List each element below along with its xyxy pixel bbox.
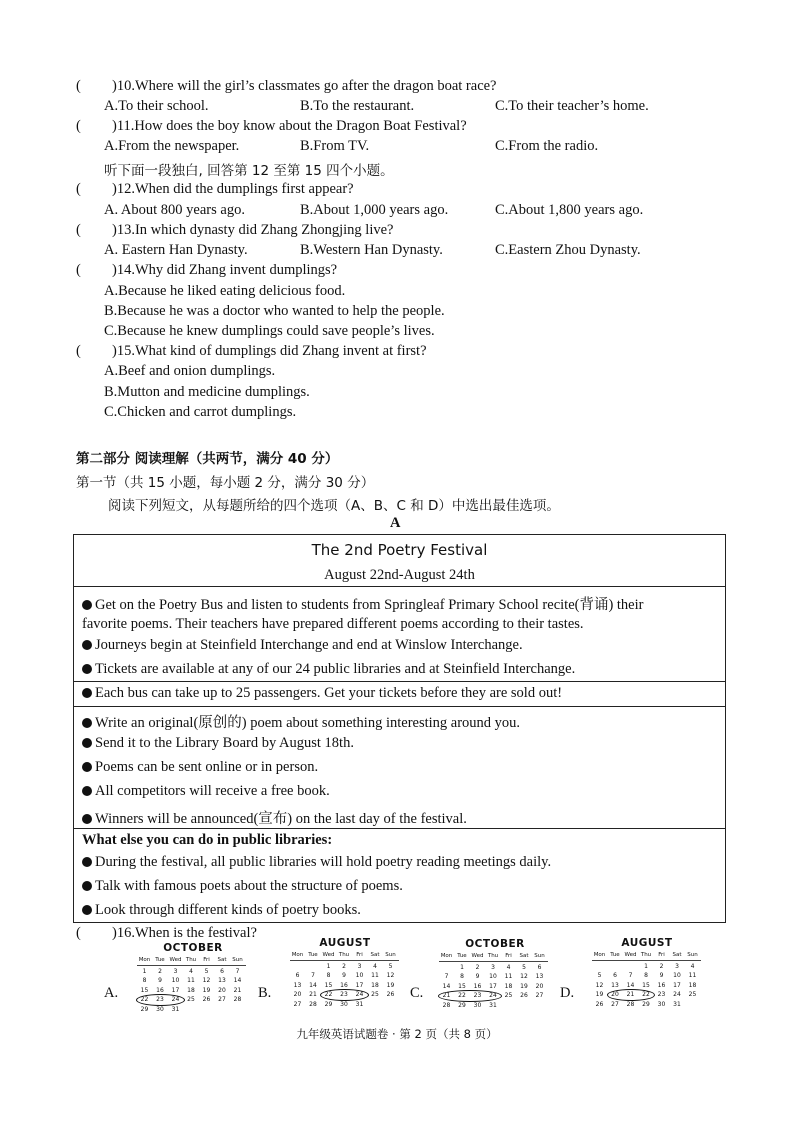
calendar-day: 6 xyxy=(220,968,224,975)
monologue-instruction: 听下面一段独白, 回答第 12 至第 15 四个小题。 xyxy=(104,163,394,179)
calendar-day: 21 xyxy=(442,992,451,1000)
calendar-day: 25 xyxy=(187,996,195,1004)
calendar-day: 22 xyxy=(324,991,333,999)
calendar-day: 20 xyxy=(218,986,226,994)
option-a: A.From the newspaper. xyxy=(104,138,240,154)
weekday-label: Sun xyxy=(232,957,243,963)
calendar-day: 4 xyxy=(373,963,377,970)
page-footer: 九年级英语试题卷 · 第 2 页（共 8 页） xyxy=(296,1027,498,1041)
calendar-day: 24 xyxy=(171,996,180,1004)
calendar-day: 15 xyxy=(140,986,149,994)
calendar-day: 11 xyxy=(371,972,379,980)
calendar-day: 5 xyxy=(522,964,526,971)
festival-title: The 2nd Poetry Festival xyxy=(311,541,488,559)
calendar-day: 19 xyxy=(520,982,528,990)
festival-notice xyxy=(73,534,726,923)
calendar-day: 16 xyxy=(657,981,666,989)
calendar-day: 1 xyxy=(460,964,464,971)
highlight-ring xyxy=(438,990,502,1002)
option-b: B.About 1,000 years ago. xyxy=(300,202,449,218)
calendar-day: 20 xyxy=(611,991,619,999)
calendar-day: 27 xyxy=(535,992,544,1000)
calendar-day: 27 xyxy=(293,1000,302,1008)
calendar-day: 22 xyxy=(140,996,149,1004)
contest-item-5: Winners will be announced(宣布) on the last day of the festival. xyxy=(82,807,467,828)
calendar-day: 19 xyxy=(202,986,211,994)
weekday-label: Mon xyxy=(593,952,606,958)
calendar-day: 17 xyxy=(489,982,497,990)
calendar-a[interactable] xyxy=(137,942,249,1022)
weekday-label: Wed xyxy=(471,953,484,959)
library-item-2: Talk with famous poets about the structure of poems. xyxy=(82,878,403,895)
festival-dates: August 22nd-August 24th xyxy=(324,567,475,583)
calendar-divider xyxy=(137,965,246,966)
calendar-day: 24 xyxy=(489,992,497,1000)
weekday-label: Mon xyxy=(138,957,151,963)
weekday-label: Mon xyxy=(440,953,453,959)
calendar-day: 11 xyxy=(504,973,513,981)
weekday-label: Fri xyxy=(356,952,363,958)
calendar-day: 11 xyxy=(187,977,195,985)
bullet-icon xyxy=(82,786,92,796)
calendar-divider xyxy=(439,961,548,962)
calendar-day: 29 xyxy=(458,1001,466,1009)
option-c: C.Chicken and carrot dumplings. xyxy=(104,404,297,420)
calendar-day: 17 xyxy=(673,981,681,989)
bus-item-1: Get on the Poetry Bus and listen to students from Springleaf Primary School recite(背诵) their xyxy=(82,593,643,614)
calendar-day: 21 xyxy=(626,991,635,999)
calendar-day: 8 xyxy=(460,973,464,981)
bullet-icon xyxy=(82,640,92,650)
question-10: ( )10.Where will the girl’s classmates go after the dragon boat race? xyxy=(76,78,497,94)
calendar-day: 2 xyxy=(475,964,480,971)
calendar-day: 23 xyxy=(657,991,666,999)
question-11: ( )11.How does the boy know about the Dragon Boat Festival? xyxy=(76,118,467,134)
calendar-day: 10 xyxy=(355,972,364,980)
choice-b-letter: B. xyxy=(258,985,272,1001)
question-13: ( )13.In which dynasty did Zhang Zhongjing live? xyxy=(76,222,394,238)
option-a: A. Eastern Han Dynasty. xyxy=(104,242,248,258)
calendar-day: 7 xyxy=(628,972,633,980)
calendar-day: 4 xyxy=(690,963,695,970)
calendar-day: 23 xyxy=(156,996,164,1004)
calendar-day: 21 xyxy=(233,986,242,994)
bullet-icon xyxy=(82,881,92,891)
weekday-label: Thu xyxy=(185,957,197,963)
calendar-day: 24 xyxy=(673,991,681,999)
calendar-day: 15 xyxy=(324,981,333,989)
contest-item-2: Send it to the Library Board by August 18th. xyxy=(82,735,354,752)
calendar-day: 16 xyxy=(340,981,348,989)
option-c: C.To their teacher’s home. xyxy=(495,98,649,114)
calendar-day: 9 xyxy=(158,977,162,985)
calendar-day: 8 xyxy=(644,972,648,980)
calendar-day: 23 xyxy=(340,991,348,999)
calendar-day: 31 xyxy=(171,1005,180,1013)
calendar-c[interactable] xyxy=(439,938,551,1018)
calendar-day: 23 xyxy=(473,992,482,1000)
calendar-day: 6 xyxy=(613,972,617,980)
question-12: ( )12.When did the dumplings first appear? xyxy=(76,181,354,197)
calendar-day: 18 xyxy=(187,986,195,994)
calendar-day: 22 xyxy=(458,992,466,1000)
calendar-month: OCTOBER xyxy=(163,942,223,954)
calendar-day: 17 xyxy=(355,981,364,989)
weekday-label: Thu xyxy=(487,953,499,959)
bullet-icon xyxy=(82,718,92,728)
highlight-ring xyxy=(136,994,185,1006)
calendar-day: 30 xyxy=(340,1000,348,1008)
weekday-label: Tue xyxy=(457,953,467,959)
weekday-label: Thu xyxy=(338,952,350,958)
choice-a-letter: A. xyxy=(104,985,119,1001)
weekday-label: Sat xyxy=(519,953,529,959)
contest-item-1: Write an original(原创的) poem about something interesting around you. xyxy=(82,711,520,732)
option-b: B.Western Han Dynasty. xyxy=(300,242,443,258)
calendar-day: 18 xyxy=(504,982,513,990)
calendar-day: 16 xyxy=(473,982,482,990)
bus-item-3: Tickets are available at any of our 24 public libraries and at Steinfield Interchange. xyxy=(82,661,575,678)
calendar-day: 22 xyxy=(642,991,650,999)
festival-header xyxy=(74,535,725,586)
weekday-label: Sun xyxy=(534,953,545,959)
calendar-day: 29 xyxy=(324,1000,333,1008)
calendar-day: 1 xyxy=(142,968,147,975)
calendar-day: 28 xyxy=(233,996,242,1004)
calendar-day: 7 xyxy=(444,973,449,981)
calendar-day: 3 xyxy=(357,963,362,970)
calendar-day: 30 xyxy=(473,1001,482,1009)
option-c: C.Because he knew dumplings could save people’s lives. xyxy=(104,323,435,339)
calendar-day: 28 xyxy=(442,1001,451,1009)
calendar-day: 7 xyxy=(235,968,240,975)
calendar-day: 12 xyxy=(386,972,395,980)
calendar-day: 19 xyxy=(386,981,395,989)
calendar-divider xyxy=(290,960,399,961)
question-15: ( )15.What kind of dumplings did Zhang invent at first? xyxy=(76,343,427,359)
calendar-day: 27 xyxy=(611,1000,619,1008)
weekday-label: Fri xyxy=(658,952,665,958)
calendar-day: 5 xyxy=(597,972,602,980)
section-1-title: 第一节（共 15 小题，每小题 2 分，满分 30 分） xyxy=(76,475,375,491)
calendar-day: 12 xyxy=(595,981,604,989)
calendar-day: 1 xyxy=(326,963,331,970)
library-item-1: During the festival, all public libraries will hold poetry reading meetings daily. xyxy=(82,854,551,871)
calendar-day: 8 xyxy=(142,977,147,985)
highlight-ring xyxy=(607,989,656,1001)
calendar-day: 13 xyxy=(535,973,544,981)
weekday-label: Wed xyxy=(169,957,182,963)
library-heading: What else you can do in public libraries: xyxy=(82,832,333,848)
weekday-label: Tue xyxy=(155,957,165,963)
part-2-title: 第二部分 阅读理解（共两节，满分 40 分） xyxy=(76,451,339,467)
option-b: B.From TV. xyxy=(300,138,370,154)
option-b: B.Because he was a doctor who wanted to help the people. xyxy=(104,303,445,319)
calendar-day: 20 xyxy=(535,982,544,990)
weekday-label: Sat xyxy=(370,952,380,958)
calendar-day: 26 xyxy=(386,991,395,999)
weekday-label: Fri xyxy=(203,957,210,963)
calendar-day: 17 xyxy=(171,986,180,994)
calendar-day: 29 xyxy=(642,1000,650,1008)
contest-item-4: All competitors will receive a free book. xyxy=(82,783,330,800)
calendar-day: 6 xyxy=(537,964,542,971)
calendar-day: 27 xyxy=(218,996,226,1004)
highlight-ring xyxy=(320,989,369,1001)
calendar-day: 26 xyxy=(520,992,528,1000)
calendar-day: 3 xyxy=(491,964,495,971)
calendar-day: 14 xyxy=(626,981,635,989)
calendar-day: 10 xyxy=(673,972,681,980)
question-stem: )15.What kind of dumplings did Zhang invent at first? xyxy=(112,343,427,359)
calendar-day: 31 xyxy=(355,1000,364,1008)
calendar-b[interactable] xyxy=(290,937,400,1017)
contest-section xyxy=(74,706,725,829)
weekday-label: Sun xyxy=(687,952,698,958)
calendar-day: 30 xyxy=(657,1000,666,1008)
calendar-day: 14 xyxy=(233,977,242,985)
calendar-day: 31 xyxy=(489,1001,497,1009)
calendar-day: 15 xyxy=(642,981,650,989)
poetry-bus-section xyxy=(74,586,725,682)
bullet-icon xyxy=(82,762,92,772)
calendar-month: AUGUST xyxy=(319,937,371,949)
calendar-day: 8 xyxy=(326,972,331,980)
bullet-icon xyxy=(82,857,92,867)
calendar-day: 25 xyxy=(688,991,697,999)
calendar-day: 4 xyxy=(506,964,511,971)
calendar-day: 16 xyxy=(156,986,164,994)
choice-c-letter: C. xyxy=(410,985,424,1001)
calendar-month: AUGUST xyxy=(621,937,673,949)
question-stem: )12.When did the dumplings first appear? xyxy=(112,181,354,197)
calendar-day: 14 xyxy=(442,982,451,990)
weekday-label: Thu xyxy=(640,952,652,958)
choice-d-letter: D. xyxy=(560,985,575,1001)
bullet-icon xyxy=(82,738,92,748)
calendar-day: 2 xyxy=(342,963,346,970)
bullet-icon xyxy=(82,905,92,915)
calendar-day: 3 xyxy=(675,963,679,970)
calendar-day: 9 xyxy=(659,972,664,980)
bullet-icon xyxy=(82,688,92,698)
calendar-day: 11 xyxy=(688,972,697,980)
option-a: A.Because he liked eating delicious food. xyxy=(104,283,346,299)
library-section xyxy=(74,828,725,923)
calendar-day: 9 xyxy=(475,973,480,981)
calendar-month: OCTOBER xyxy=(465,938,525,950)
calendar-day: 10 xyxy=(489,973,497,981)
calendar-day: 5 xyxy=(204,968,209,975)
contest-item-3: Poems can be sent online or in person. xyxy=(82,759,318,776)
weekday-label: Wed xyxy=(322,952,335,958)
question-14: ( )14.Why did Zhang invent dumplings? xyxy=(76,262,338,278)
weekday-label: Sun xyxy=(385,952,396,958)
calendar-day: 12 xyxy=(202,977,211,985)
calendar-day: 13 xyxy=(293,981,302,989)
calendar-day: 9 xyxy=(342,972,346,980)
option-c: C.About 1,800 years ago. xyxy=(495,202,644,218)
weekday-label: Sat xyxy=(672,952,682,958)
option-c: C.From the radio. xyxy=(495,138,599,154)
option-c: C.Eastern Zhou Dynasty. xyxy=(495,242,641,258)
calendar-day: 26 xyxy=(595,1000,604,1008)
calendar-day: 26 xyxy=(202,996,211,1004)
calendar-day: 4 xyxy=(189,968,193,975)
calendar-d[interactable] xyxy=(592,937,702,1017)
question-stem: )10.Where will the girl’s classmates go after the dragon boat race? xyxy=(112,78,497,94)
calendar-day: 7 xyxy=(311,972,315,980)
weekday-label: Wed xyxy=(624,952,637,958)
weekday-label: Tue xyxy=(610,952,620,958)
option-a: A. About 800 years ago. xyxy=(104,202,245,218)
bullet-icon xyxy=(82,664,92,674)
calendar-day: 2 xyxy=(158,968,162,975)
calendar-day: 24 xyxy=(355,991,364,999)
question-stem: )14.Why did Zhang invent dumplings? xyxy=(112,262,338,278)
option-b: B.To the restaurant. xyxy=(300,98,415,114)
calendar-day: 30 xyxy=(156,1005,164,1013)
weekday-label: Sat xyxy=(217,957,227,963)
bus-item-2: Journeys begin at Steinfield Interchange and end at Winslow Interchange. xyxy=(82,637,523,654)
calendar-day: 15 xyxy=(458,982,466,990)
calendar-day: 1 xyxy=(644,963,648,970)
question-stem: )16.When is the festival? xyxy=(112,925,257,941)
question-stem: )13.In which dynasty did Zhang Zhongjing live? xyxy=(112,222,394,238)
calendar-day: 18 xyxy=(688,981,697,989)
option-b: B.Mutton and medicine dumplings. xyxy=(104,384,310,400)
calendar-day: 20 xyxy=(293,991,302,999)
option-a: A.To their school. xyxy=(104,98,209,114)
calendar-day: 29 xyxy=(140,1005,149,1013)
question-16: ( )16.When is the festival? xyxy=(76,925,257,941)
ticket-section xyxy=(74,681,725,707)
calendar-day: 19 xyxy=(595,991,604,999)
calendar-day: 12 xyxy=(520,973,528,981)
bullet-icon xyxy=(82,814,92,824)
calendar-day: 28 xyxy=(309,1000,317,1008)
calendar-day: 28 xyxy=(626,1000,635,1008)
calendar-day: 6 xyxy=(295,972,300,980)
calendar-day: 13 xyxy=(611,981,619,989)
calendar-day: 13 xyxy=(218,977,226,985)
calendar-day: 25 xyxy=(504,992,513,1000)
weekday-label: Fri xyxy=(505,953,512,959)
weekday-label: Tue xyxy=(308,952,318,958)
bullet-icon xyxy=(82,600,92,610)
calendar-day: 21 xyxy=(309,991,317,999)
bus-item-1-cont: favorite poems. Their teachers have prepared different poems according to their tastes. xyxy=(82,616,584,632)
weekday-label: Mon xyxy=(291,952,304,958)
calendar-day: 25 xyxy=(371,991,379,999)
library-item-3: Look through different kinds of poetry books. xyxy=(82,902,361,919)
calendar-day: 31 xyxy=(673,1000,681,1008)
calendar-day: 2 xyxy=(659,963,664,970)
calendar-day: 5 xyxy=(388,963,393,970)
reading-instruction: 阅读下列短文，从每题所给的四个选项（A、B、C 和 D）中选出最佳选项。 xyxy=(108,498,560,514)
calendar-day: 14 xyxy=(309,981,317,989)
question-stem: )11.How does the boy know about the Dragon Boat Festival? xyxy=(112,118,467,134)
calendar-day: 3 xyxy=(173,968,178,975)
calendar-day: 18 xyxy=(371,981,379,989)
ticket-note: Each bus can take up to 25 passengers. Get your tickets before they are sold out! xyxy=(82,685,562,702)
calendar-divider xyxy=(592,960,701,961)
calendar-day: 10 xyxy=(171,977,180,985)
option-a: A.Beef and onion dumplings. xyxy=(104,363,276,379)
passage-label: A xyxy=(390,515,401,531)
